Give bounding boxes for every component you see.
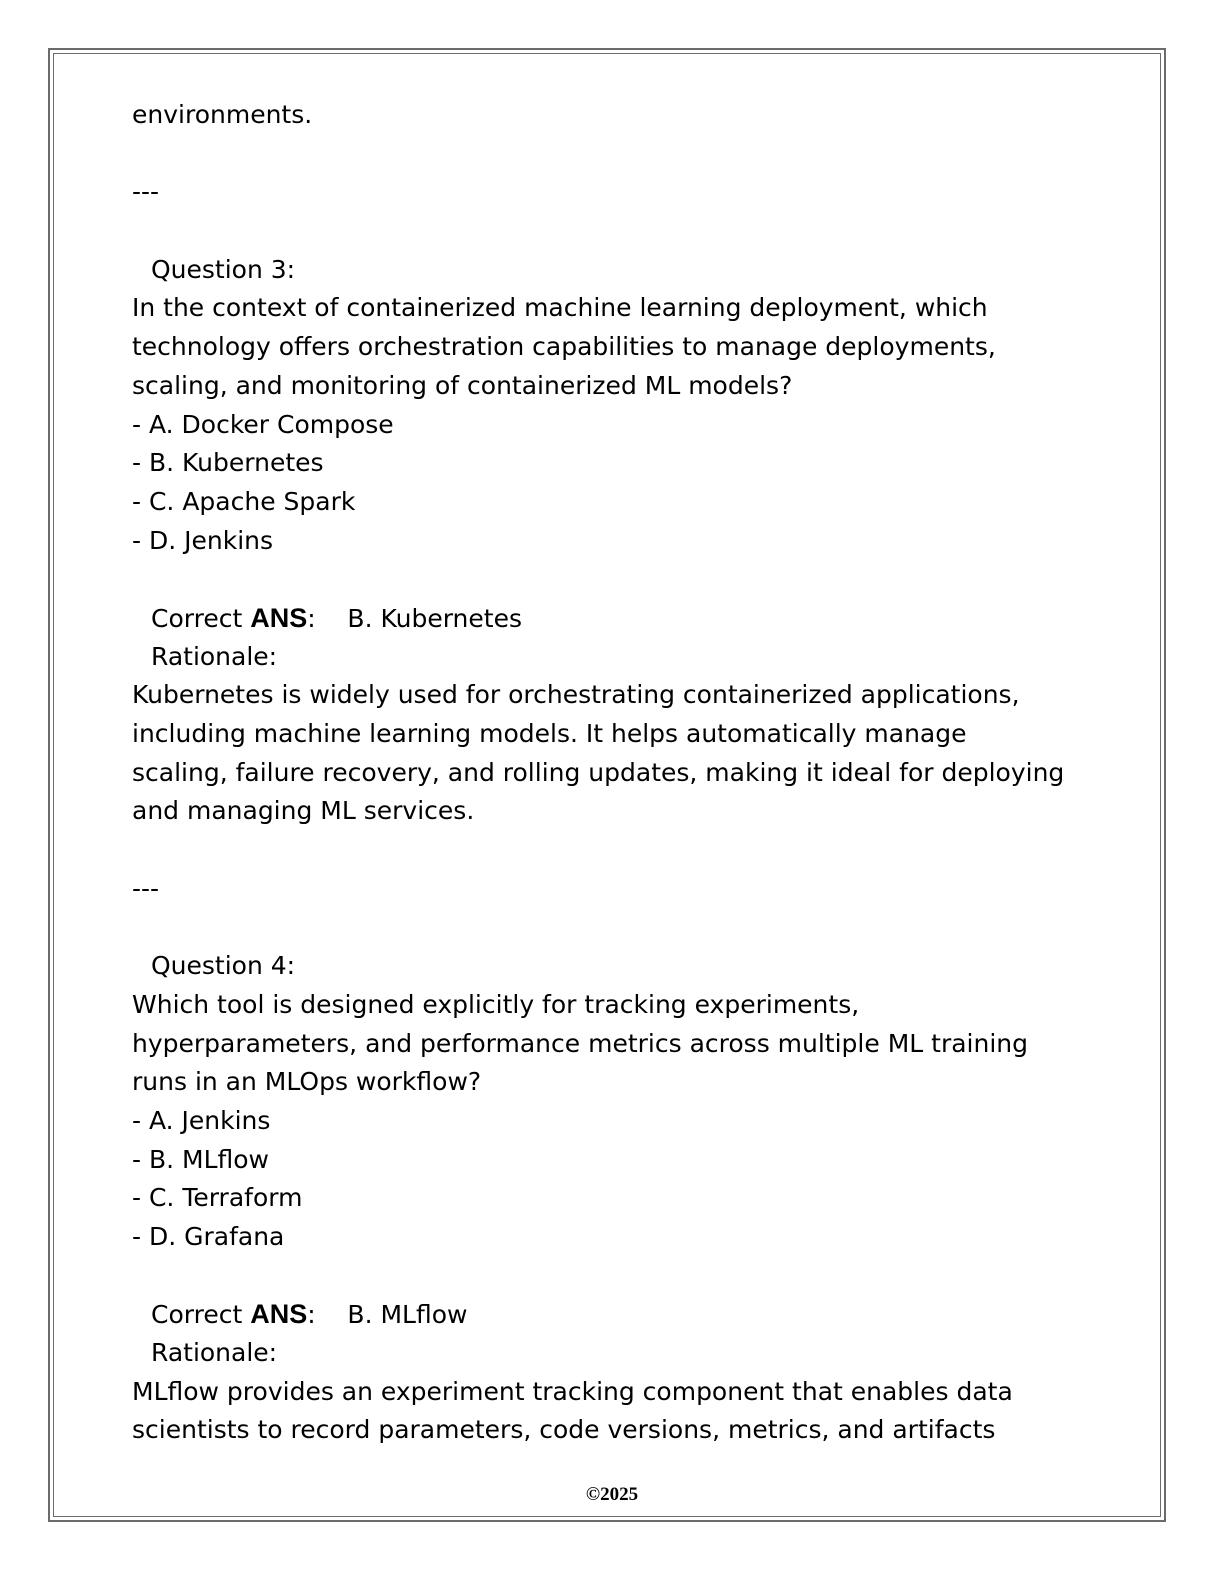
blank-line [132,212,1112,251]
answer-label: ANS [250,602,308,633]
document-body [132,96,1112,1450]
text-line: --- [132,873,160,903]
section-heading: Rationale: [151,1338,278,1367]
answer-label: ANS [250,1299,308,1330]
text-line: including machine learning models. It helps automatically manage [132,719,967,748]
text-line: hyperparameters, and performance metrics across multiple ML training [132,1028,1028,1058]
blank-line [132,1257,1112,1296]
text-line: - C. Terraform [132,1183,303,1213]
text-line: and managing ML services. [132,796,475,826]
text-line: - C. Apache Spark [132,486,356,516]
section-heading: Rationale: [151,641,278,671]
text-line: - A. Docker Compose [132,409,394,439]
section-heading: Question 4: [151,951,296,981]
text-line: - B. Kubernetes [132,448,324,478]
text-line: scaling, and monitoring of containerized ML models? [132,370,793,400]
text-line: In the context of containerized machine learning deployment, which [132,293,988,323]
text-line: Which tool is designed explicitly for tracking experiments, [132,989,860,1019]
blank-line [132,135,1112,174]
blank-line [132,560,1112,599]
answer-prefix: Correct [151,603,251,633]
correct-answer-line [132,599,1112,638]
answer-value: : B. Kubernetes [307,603,522,633]
text-line: technology offers orchestration capabilities to manage deployments, [132,332,996,362]
section-heading: Question 3: [151,254,296,284]
text-line: - A. Jenkins [132,1105,271,1135]
answer-value: : B. MLflow [307,1300,468,1330]
text-line: runs in an MLOps workflow? [132,1067,482,1097]
text-line: scientists to record parameters, code versions, metrics, and artifacts [132,1415,996,1445]
text-line: --- [132,177,160,207]
text-line: environments. [132,100,313,129]
text-line: - D. Jenkins [132,525,274,555]
blank-line [132,831,1112,870]
text-line: Kubernetes is widely used for orchestrating containerized applications, [132,680,1020,710]
answer-prefix: Correct [151,1300,251,1330]
blank-line [132,908,1112,947]
text-line: - D. Grafana [132,1221,285,1251]
text-line: scaling, failure recovery, and rolling updates, making it ideal for deploying [132,757,1065,787]
text-line: - B. MLflow [132,1144,269,1174]
copyright-footer: ©2025 [585,1484,639,1505]
correct-answer-line [132,1295,1112,1334]
text-line: MLflow provides an experiment tracking component that enables data [132,1376,1013,1406]
